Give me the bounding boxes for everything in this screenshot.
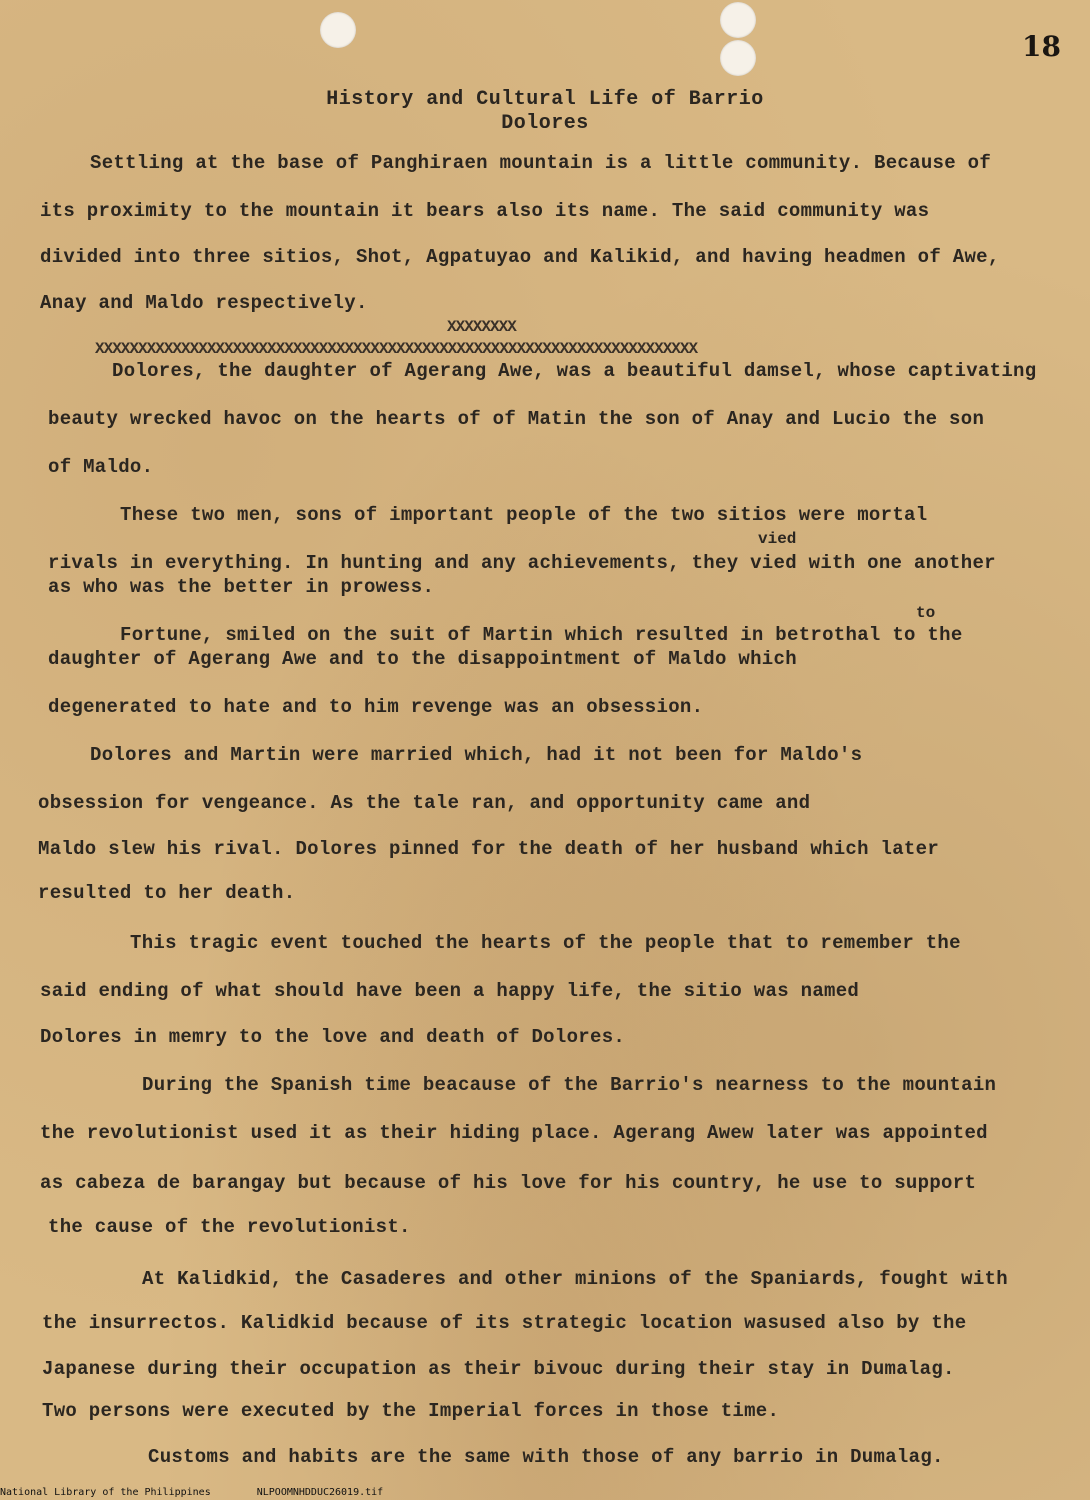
text-line: At Kalidkid, the Casaderes and other minions of the Spaniards, fought with bbox=[142, 1268, 1008, 1290]
text-line: daughter of Agerang Awe and to the disappointment of Maldo which bbox=[48, 648, 797, 670]
footer-filename: NLPOOMNHDDUC26019.tif bbox=[256, 1487, 384, 1498]
text-line: the cause of the revolutionist. bbox=[48, 1216, 411, 1238]
text-line: Dolores in memry to the love and death of Dolores. bbox=[40, 1026, 626, 1048]
punch-hole-top bbox=[320, 12, 356, 48]
scan-footer bbox=[0, 1487, 423, 1498]
struck-text: XXXXXXXX bbox=[447, 318, 516, 336]
text-line: resulted to her death. bbox=[38, 882, 296, 904]
text-line: obsession for vengeance. As the tale ran, and opportunity came and bbox=[38, 792, 811, 814]
text-line: of Maldo. bbox=[48, 456, 154, 478]
text-line: as who was the better in prowess. bbox=[48, 576, 435, 598]
footer-library: National Library of the Philippines bbox=[0, 1487, 211, 1498]
punch-hole-top-right bbox=[720, 2, 756, 38]
text-line: This tragic event touched the hearts of the people that to remember the bbox=[130, 932, 961, 954]
text-line: Two persons were executed by the Imperial forces in those time. bbox=[42, 1400, 780, 1422]
page-title: History and Cultural Life of Barrio bbox=[326, 88, 764, 111]
text-line: During the Spanish time beacause of the Barrio's nearness to the mountain bbox=[142, 1074, 997, 1096]
text-line: the revolutionist used it as their hiding place. Agerang Awew later was appointed bbox=[40, 1122, 988, 1144]
text-line: Anay and Maldo respectively. bbox=[40, 292, 368, 314]
handwritten-correction: vied bbox=[758, 530, 797, 548]
handwritten-correction: to bbox=[916, 604, 936, 622]
text-line: beauty wrecked havoc on the hearts of of Matin the son of Anay and Lucio the son bbox=[48, 408, 985, 430]
text-line: as cabeza de barangay but because of his love for his country, he use to support bbox=[40, 1172, 977, 1194]
text-line: divided into three sitios, Shot, Agpatuyao and Kalikid, and having headmen of Awe, bbox=[40, 246, 1000, 268]
page-subtitle: Dolores bbox=[501, 112, 589, 135]
text-line: These two men, sons of important people of the two sitios were mortal bbox=[120, 504, 928, 526]
text-line: Fortune, smiled on the suit of Martin which resulted in betrothal to the bbox=[120, 624, 963, 646]
text-line: said ending of what should have been a happy life, the sitio was named bbox=[40, 980, 860, 1002]
text-line: its proximity to the mountain it bears also its name. The said community was bbox=[40, 200, 930, 222]
struck-text: XXXXXXXXXXXXXXXXXXXXXXXXXXXXXXXXXXXXXXXXXXXXXXXXXXXXXXXXXXXXXXXXXXXXXX bbox=[95, 340, 698, 358]
text-line: rivals in everything. In hunting and any achievements, they vied with one another bbox=[48, 552, 996, 574]
text-line: Japanese during their occupation as their bivouc during their stay in Dumalag. bbox=[42, 1358, 955, 1380]
text-line: degenerated to hate and to him revenge was an obsession. bbox=[48, 696, 704, 718]
text-line: Dolores and Martin were married which, had it not been for Maldo's bbox=[90, 744, 863, 766]
text-line: Customs and habits are the same with those of any barrio in Dumalag. bbox=[148, 1446, 944, 1468]
text-line: Dolores, the daughter of Agerang Awe, was a beautiful damsel, whose captivating bbox=[112, 360, 1037, 382]
punch-hole-bottom bbox=[720, 40, 756, 76]
text-line: the insurrectos. Kalidkid because of its strategic location wasused also by the bbox=[42, 1312, 967, 1334]
text-line: Settling at the base of Panghiraen mountain is a little community. Because of bbox=[90, 152, 992, 174]
text-line: Maldo slew his rival. Dolores pinned for the death of her husband which later bbox=[38, 838, 940, 860]
page-number: 18 bbox=[1022, 30, 1061, 63]
